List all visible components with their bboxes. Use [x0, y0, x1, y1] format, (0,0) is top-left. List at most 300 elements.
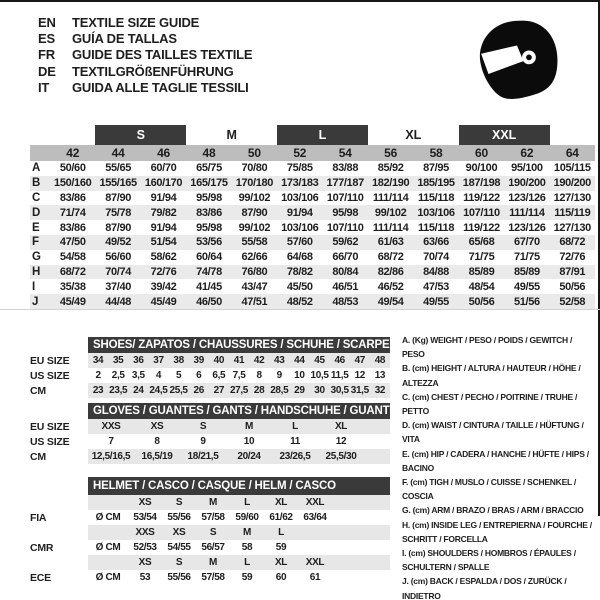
language-row-es: [38, 30, 252, 46]
value-cell: 87/90: [105, 221, 131, 234]
value-cell: L: [244, 497, 250, 508]
section-divider: [0, 309, 600, 310]
value-cell: 52/53: [133, 542, 157, 553]
row-label: H: [32, 265, 41, 278]
value-cell: XL: [274, 557, 288, 568]
value-cell: 57/58: [201, 512, 225, 523]
main-size-table: [30, 124, 595, 309]
row-label: F: [32, 236, 40, 249]
value-cell: 115/119: [554, 206, 591, 219]
value-cell: 16,5/19: [141, 451, 173, 462]
row-cells: [88, 495, 390, 510]
value-cell: 50/56: [468, 295, 495, 308]
legend-entry: E. (cm) HIP / CADERA / HANCHE / HÜFTE / HIPS / BACINO: [402, 448, 589, 473]
value-cell: S: [175, 557, 183, 568]
value-cell: 59/60: [235, 512, 259, 523]
value-cell: 95/100: [511, 162, 543, 175]
value-cell: 99/102: [374, 206, 407, 219]
value-cell: 32: [374, 385, 386, 396]
size-group-m: M: [226, 127, 237, 142]
legend-entry: B. (cm) HEIGHT / ALTURA / HAUTEUR / HÖHE / ALTEZZA: [402, 363, 581, 388]
value-cell: 23,5: [109, 385, 128, 396]
value-cell: 61/63: [377, 236, 404, 249]
value-cell: 70/74: [105, 265, 131, 278]
value-cell: M: [209, 557, 217, 568]
value-cell: S: [175, 497, 183, 508]
value-cell: 83/86: [59, 191, 86, 204]
value-cell: 187/198: [462, 177, 501, 190]
value-cell: 103/106: [417, 206, 455, 219]
value-cell: 150/160: [54, 177, 92, 190]
value-cell: 29: [294, 385, 305, 396]
value-cell: 60/70: [150, 162, 177, 175]
value-cell: 24: [133, 385, 144, 396]
value-cell: 85/89: [468, 265, 495, 278]
legend-entry: C. (cm) CHEST / PECHO / POITRINE / TRUHE / PETTO: [402, 391, 578, 417]
value-cell: 185/195: [417, 177, 455, 190]
value-cell: 11,5: [330, 370, 349, 381]
value-cell: 74/78: [196, 265, 222, 278]
value-cell: 107/110: [326, 191, 364, 204]
value-cell: 87/91: [559, 265, 586, 278]
value-cell: 55/65: [105, 162, 131, 175]
value-cell: 57/58: [201, 572, 225, 583]
value-cell: 111/114: [509, 206, 545, 219]
value-cell: 43/47: [241, 280, 268, 293]
language-row-en: [38, 14, 252, 30]
value-cell: XS: [138, 497, 152, 508]
language-title-block: [38, 14, 252, 96]
size-cell: 50: [247, 146, 261, 160]
size-cell: 42: [66, 146, 80, 160]
value-cell: 111/114: [372, 221, 409, 234]
language-title: GUIDE DES TAILLES TEXTILE: [72, 47, 253, 63]
row-label: CMR: [30, 541, 54, 554]
size-group-xxl: XXL: [459, 125, 550, 145]
value-cell: 54/58: [59, 251, 86, 264]
value-cell: 190/200: [553, 177, 591, 190]
size-group-xl: XL: [405, 127, 422, 142]
value-cell: 18/21,5: [187, 451, 219, 462]
row-label: US SIZE: [30, 435, 70, 448]
value-cell: 61/62: [269, 512, 293, 523]
row-cells: [88, 368, 390, 383]
value-cell: 123/126: [508, 221, 546, 234]
value-cell: 48/52: [286, 295, 313, 308]
value-cell: 11: [290, 436, 300, 447]
helmet-title-bar: HELMET / CASCO / CASQUE / HELM / CASCO: [88, 477, 390, 495]
legend-entry: D. (cm) WAIST / CINTURA / TAILLE / HÜFTUNG / VITA: [402, 420, 584, 445]
value-cell: 23/26,5: [279, 451, 311, 462]
value-cell: M: [209, 497, 217, 508]
measure-row-a: [30, 161, 595, 176]
measurement-legend: [402, 333, 592, 600]
value-cell: 27: [213, 385, 225, 396]
value-cell: 64/68: [286, 251, 313, 264]
value-cell: 87/90: [105, 191, 131, 204]
value-cell: 47: [354, 355, 365, 366]
value-cell: 56/60: [105, 251, 131, 264]
row-label: [30, 525, 88, 540]
value-cell: 4: [155, 370, 162, 381]
value-cell: 123/126: [508, 191, 546, 204]
value-cell: 9: [276, 370, 282, 381]
value-cell: 23: [92, 385, 104, 396]
value-cell: 63/64: [303, 512, 327, 523]
value-cell: 53/54: [133, 512, 157, 523]
value-cell: 75/78: [105, 206, 131, 219]
value-cell: 7: [108, 436, 114, 447]
value-cell: 71/74: [59, 206, 86, 219]
value-cell: 24,5: [149, 385, 168, 396]
value-cell: 160/170: [144, 177, 183, 190]
row-label: US SIZE: [30, 369, 70, 382]
row-cells: [88, 419, 390, 434]
size-cell: 62: [520, 146, 534, 160]
row-label: [30, 495, 88, 510]
language-title: TEXTILE SIZE GUIDE: [72, 14, 200, 30]
value-cell: 55/58: [241, 236, 268, 249]
value-cell: S: [209, 527, 217, 538]
size-cell: 56: [384, 146, 398, 160]
size-cell: 58: [429, 146, 443, 160]
value-cell: 48: [374, 355, 386, 366]
row-cells: [88, 353, 390, 368]
row-label: I: [32, 280, 36, 293]
value-cell: 49/55: [513, 280, 540, 293]
row-label: ECE: [30, 571, 51, 584]
value-cell: 103/106: [281, 191, 319, 204]
value-cell: 75/85: [286, 162, 313, 175]
value-cell: 25,5: [169, 385, 188, 396]
language-title: TEXTILGRÖßENFÜHRUNG: [72, 63, 234, 79]
value-cell: 45/49: [150, 295, 177, 308]
value-cell: 40: [213, 355, 225, 366]
value-cell: 115/118: [417, 221, 455, 234]
legend-entry: I. (cm) SHOULDERS / HOMBROS / ÉPAULES / SCHULTERN / SPALLE: [402, 548, 576, 573]
legend-entry: A. (Kg) WEIGHT / PESO / POIDS / GEWITCH / PESO: [402, 335, 573, 360]
value-cell: 105/115: [553, 162, 591, 175]
value-cell: 85/92: [377, 162, 404, 175]
value-cell: 28: [253, 385, 265, 396]
value-cell: 12: [335, 436, 347, 447]
value-cell: 51/56: [513, 295, 540, 308]
measure-row-h: [30, 265, 595, 280]
value-cell: L: [244, 557, 250, 568]
value-cell: XXS: [101, 421, 121, 432]
value-cell: 44: [294, 355, 305, 366]
value-cell: 165/175: [190, 177, 228, 190]
value-cell: 65/75: [196, 162, 222, 175]
measure-row-g: [30, 250, 595, 265]
value-cell: 41/45: [196, 280, 222, 293]
value-cell: 41: [233, 355, 245, 366]
language-row-de: [38, 63, 252, 79]
value-cell: 127/130: [553, 221, 591, 234]
value-cell: 30,5: [330, 385, 349, 396]
value-cell: XXL: [305, 557, 325, 568]
page-top-border: [0, 0, 600, 2]
size-cell: 44: [111, 146, 125, 160]
row-label: EU SIZE: [30, 354, 70, 367]
value-cell: 48/53: [332, 295, 359, 308]
row-cells: [88, 510, 390, 525]
legend-entry: J. (cm) BACK / ESPALDA / DOS / ZURÜCK / INDIETRO: [402, 576, 567, 600]
value-cell: 36: [133, 355, 144, 366]
value-cell: 72/76: [559, 251, 586, 264]
value-cell: 53: [139, 572, 151, 583]
value-cell: 59/62: [332, 236, 359, 249]
language-row-it: [38, 80, 252, 96]
value-cell: 27,5: [229, 385, 249, 396]
value-cell: 45/50: [286, 280, 313, 293]
value-cell: Ø CM: [95, 512, 121, 523]
size-cell: 48: [202, 146, 216, 160]
row-label: EU SIZE: [30, 420, 70, 433]
value-cell: 60: [275, 572, 287, 583]
value-cell: 127/130: [553, 191, 591, 204]
value-cell: M: [245, 421, 253, 432]
row-cells: [88, 383, 390, 398]
row-cells: [88, 525, 390, 540]
row-label: [30, 555, 88, 570]
size-cell: 52: [293, 146, 307, 160]
value-cell: 119/122: [463, 221, 500, 234]
legend-entry: G. (cm) ARM / BRAZO / BRAS / ARM / BRACCIO: [402, 505, 584, 516]
row-label: E: [32, 221, 40, 234]
legend-entry: H. (cm) INSIDE LEG / ENTREPIERNA / FOURCHE / SCHRITT / FORCELLA: [402, 519, 592, 544]
value-cell: 72/76: [150, 265, 177, 278]
value-cell: 111/114: [372, 191, 409, 204]
value-cell: 3,5: [131, 370, 145, 381]
value-cell: 79/82: [150, 206, 177, 219]
measure-row-c: [30, 191, 595, 206]
row-cells: [88, 570, 390, 585]
value-cell: 10,5: [310, 370, 329, 381]
value-cell: 66/70: [332, 251, 359, 264]
row-cells: [88, 449, 390, 464]
value-cell: 71/75: [468, 251, 495, 264]
value-cell: 71/75: [513, 251, 540, 264]
value-cell: 190/200: [508, 177, 546, 190]
value-cell: 26: [193, 385, 204, 396]
value-cell: 63/66: [423, 236, 449, 249]
value-cell: 12: [354, 370, 365, 381]
value-cell: 59: [275, 542, 287, 553]
value-cell: 2: [95, 370, 101, 381]
value-cell: 155/165: [99, 177, 137, 190]
value-cell: 80/84: [332, 265, 359, 278]
language-title: GUIDA ALLE TAGLIE TESSILI: [72, 80, 249, 96]
measure-row-e: [30, 220, 595, 235]
value-cell: 45/49: [59, 295, 86, 308]
value-cell: 57/60: [286, 236, 313, 249]
value-cell: 173/183: [281, 177, 319, 190]
language-title: GUÍA DE TALLAS: [72, 31, 177, 47]
value-cell: 103/106: [281, 221, 319, 234]
value-cell: 59: [241, 572, 253, 583]
value-cell: 68/72: [377, 251, 404, 264]
value-cell: 8: [154, 436, 160, 447]
value-cell: 70/80: [241, 162, 268, 175]
racing-helmet-icon: [468, 16, 566, 108]
value-cell: 70/74: [423, 251, 449, 264]
value-cell: 95/98: [332, 206, 359, 219]
size-group-s: S: [95, 125, 186, 145]
value-cell: 50/56: [559, 280, 586, 293]
value-cell: 7,5: [232, 370, 246, 381]
value-cell: 10: [294, 370, 305, 381]
value-cell: XS: [150, 421, 164, 432]
measure-row-d: [30, 205, 595, 220]
row-cells: [88, 434, 390, 449]
value-cell: 61: [309, 572, 321, 583]
size-cell: 46: [157, 146, 171, 160]
language-code: ES: [38, 31, 55, 47]
value-cell: 46: [334, 355, 345, 366]
value-cell: XS: [172, 527, 186, 538]
value-cell: 65/68: [468, 236, 495, 249]
measure-row-f: [30, 235, 595, 250]
language-code: IT: [38, 80, 50, 96]
value-cell: 20/24: [237, 451, 261, 462]
value-cell: 5: [175, 370, 182, 381]
row-label: A: [32, 162, 41, 175]
value-cell: M: [243, 527, 251, 538]
value-cell: 47/53: [423, 280, 449, 293]
row-label: B: [32, 177, 41, 190]
value-cell: 95/98: [196, 221, 222, 234]
row-label: D: [32, 206, 41, 219]
value-cell: 85/89: [513, 265, 540, 278]
value-cell: 53/56: [196, 236, 222, 249]
row-label: C: [32, 191, 41, 204]
value-cell: 107/110: [326, 221, 364, 234]
value-cell: 87/95: [423, 162, 449, 175]
value-cell: 39/42: [150, 280, 177, 293]
value-cell: 13: [374, 370, 386, 381]
value-cell: Ø CM: [95, 572, 121, 583]
value-cell: 2,5: [111, 370, 125, 381]
value-cell: 9: [200, 436, 206, 447]
value-cell: 10: [243, 436, 255, 447]
value-cell: 42: [253, 355, 265, 366]
measure-row-b: [30, 176, 595, 191]
value-cell: 51/54: [150, 236, 177, 249]
numeric-size-row: [30, 145, 595, 161]
value-cell: 119/122: [463, 191, 500, 204]
value-cell: Ø CM: [95, 542, 121, 553]
value-cell: 8: [256, 370, 262, 381]
value-cell: XL: [334, 421, 348, 432]
value-cell: 37/40: [105, 280, 131, 293]
value-cell: 12,5/16,5: [91, 451, 131, 462]
size-cell: 54: [338, 146, 352, 160]
value-cell: 99/102: [238, 221, 271, 234]
value-cell: 6,5: [212, 370, 226, 381]
row-label: G: [32, 251, 41, 264]
value-cell: 46/52: [377, 280, 404, 293]
value-cell: 83/88: [332, 162, 359, 175]
value-cell: 30: [314, 385, 325, 396]
legend-entry: F. (cm) TIGH / MUSLO / CUISSE / SCHENKEL / COSCIA: [402, 477, 577, 502]
value-cell: 83/86: [59, 221, 86, 234]
value-cell: 55/56: [167, 512, 191, 523]
value-cell: 45: [314, 355, 325, 366]
value-cell: 49/54: [377, 295, 404, 308]
value-cell: 170/180: [235, 177, 274, 190]
value-cell: 28,5: [270, 385, 289, 396]
value-cell: 49/52: [105, 236, 131, 249]
value-cell: 6: [196, 370, 202, 381]
value-cell: 67/70: [513, 236, 540, 249]
language-code: EN: [38, 14, 56, 30]
value-cell: 47/51: [241, 295, 268, 308]
value-cell: 58: [241, 542, 253, 553]
row-label: FIA: [30, 511, 47, 524]
value-cell: 99/102: [238, 191, 271, 204]
size-cell: 64: [565, 146, 579, 160]
value-cell: 95/98: [196, 191, 222, 204]
value-cell: 31,5: [350, 385, 369, 396]
value-cell: 107/110: [463, 206, 500, 219]
value-cell: L: [292, 421, 298, 432]
value-cell: 52/58: [559, 295, 586, 308]
value-cell: S: [199, 421, 207, 432]
value-cell: 44/48: [105, 295, 131, 308]
value-cell: 35: [112, 355, 124, 366]
value-cell: 182/190: [371, 177, 410, 190]
value-cell: 55/56: [167, 572, 191, 583]
shoes-title-bar: SHOES/ ZAPATOS / CHAUSSURES / SCHUHE / SCARPE: [88, 337, 390, 353]
value-cell: 25,5/30: [325, 451, 357, 462]
value-cell: 90/100: [465, 162, 498, 175]
value-cell: 68/72: [559, 236, 586, 249]
value-cell: 37: [153, 355, 164, 366]
value-cell: 115/118: [417, 191, 455, 204]
value-cell: L: [278, 527, 284, 538]
value-cell: 60/64: [196, 251, 222, 264]
size-group-l: L: [277, 125, 368, 145]
value-cell: 91/94: [150, 221, 177, 234]
value-cell: 46/51: [332, 280, 359, 293]
size-cell: 60: [474, 146, 488, 160]
value-cell: XXL: [305, 497, 325, 508]
value-cell: XS: [138, 557, 152, 568]
value-cell: 38: [173, 355, 184, 366]
row-label: CM: [30, 450, 46, 463]
row-label: CM: [30, 384, 46, 397]
value-cell: 177/187: [326, 177, 364, 190]
language-row-fr: [38, 47, 252, 63]
measure-row-i: [30, 279, 595, 294]
value-cell: 35/38: [59, 280, 86, 293]
row-label: J: [32, 295, 39, 308]
value-cell: 58/62: [150, 251, 177, 264]
value-cell: 47/50: [59, 236, 86, 249]
row-cells: [88, 555, 390, 570]
value-cell: 91/94: [286, 206, 313, 219]
value-cell: 62/66: [241, 251, 268, 264]
value-cell: 54/55: [167, 542, 191, 553]
language-code: DE: [38, 63, 56, 79]
value-cell: XXS: [135, 527, 155, 538]
value-cell: 68/72: [59, 265, 86, 278]
value-cell: 91/94: [150, 191, 177, 204]
value-cell: 84/88: [423, 265, 449, 278]
value-cell: 56/57: [201, 542, 225, 553]
value-cell: 49/55: [423, 295, 449, 308]
